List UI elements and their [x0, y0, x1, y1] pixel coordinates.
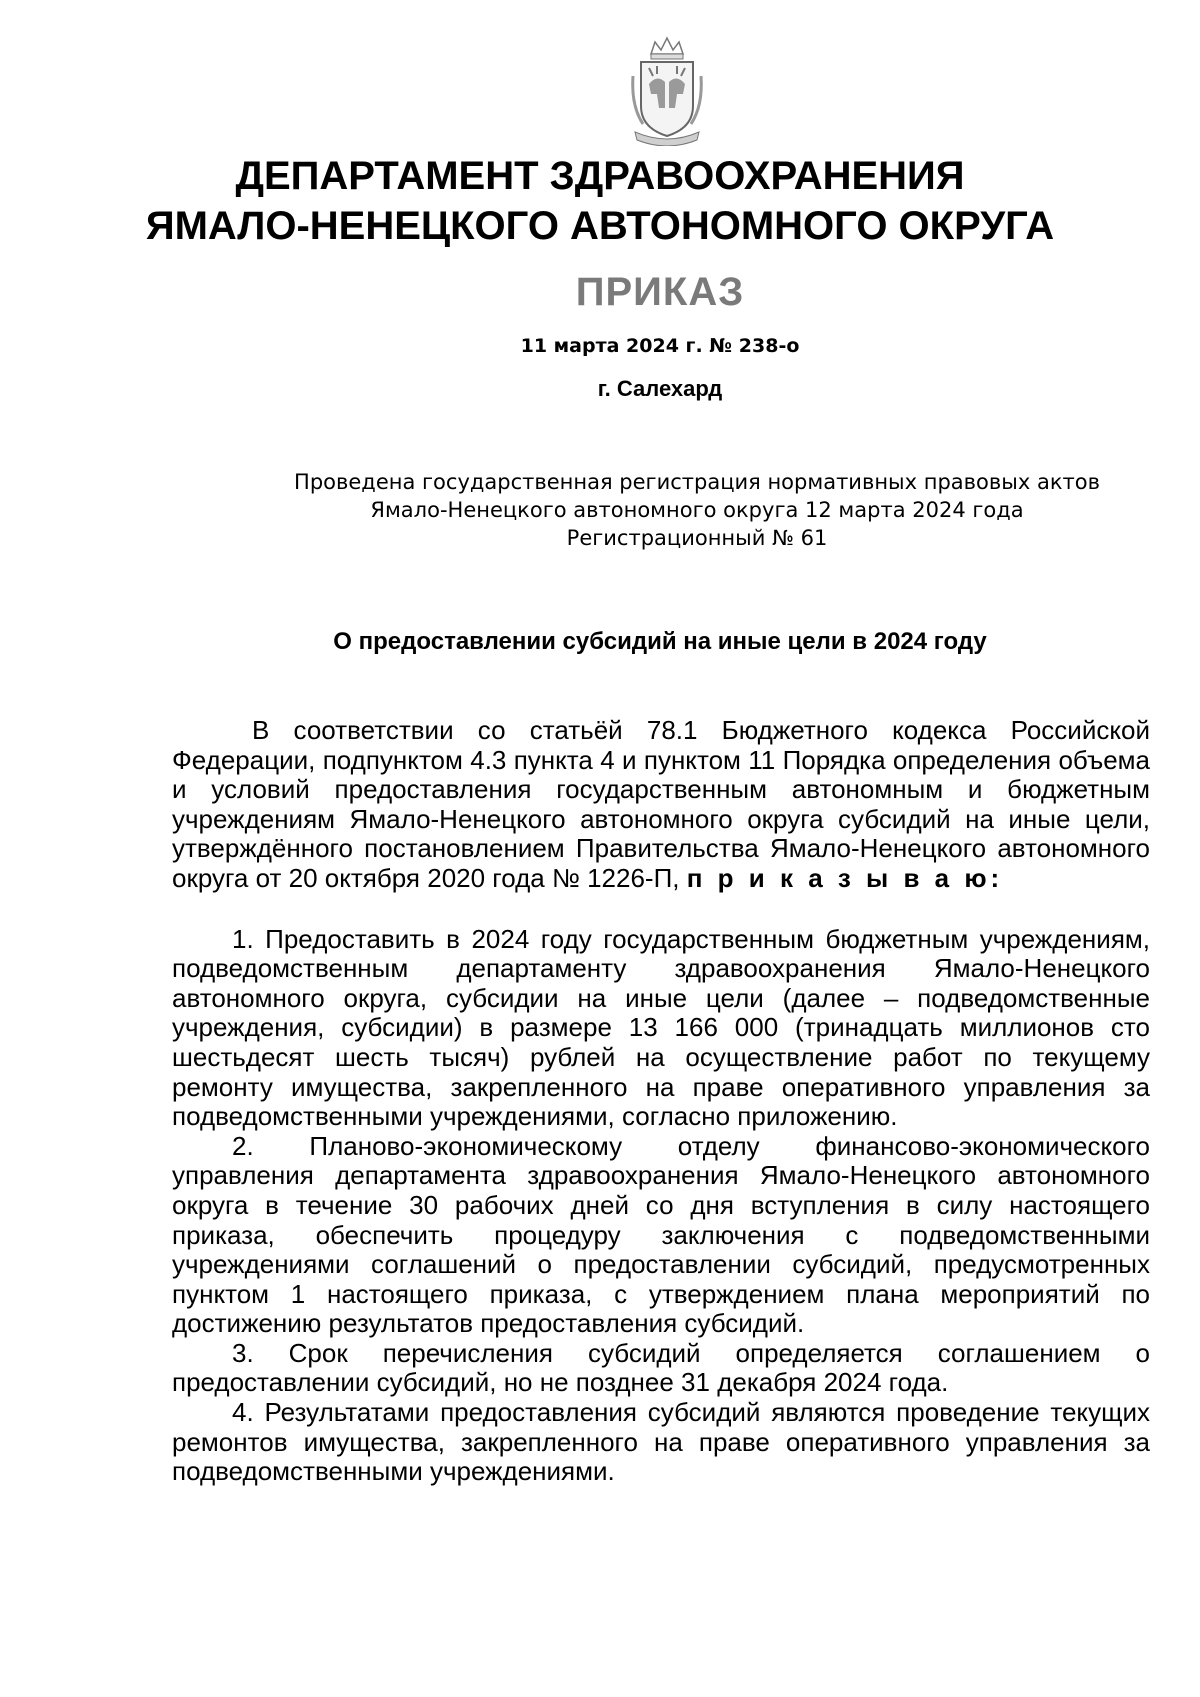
preamble-text: В соответствии со статьёй 78.1 Бюджетного кодекса Российской Федерации, подпунктом 4.3 пункта 4 и пунктом 11 Порядка определения объема и условий предоставления государственным автономным и бюджетным учреждениям Ямало-Ненецкого автономного округа субсидий на иные цели, утверждённого постановлением Правительства Ямало-Ненецкого автономного округа от 20 октября 2020 года № 1226-П,: [172, 715, 1150, 893]
order-subject: О предоставлении субсидий на иные цели в 2024 году: [333, 628, 987, 655]
department-title-line2: ЯМАЛО-НЕНЕЦКОГО АВТОНОМНОГО ОКРУГА: [145, 204, 1055, 248]
order-body: [172, 716, 1150, 1487]
registration-line3: Регистрационный № 61: [566, 526, 828, 550]
preamble-paragraph: [172, 716, 1150, 894]
registration-line2: Ямало-Ненецкого автономного округа 12 марта 2024 года: [370, 498, 1024, 522]
order-date-number: 11 марта 2024 г. № 238-о: [520, 335, 800, 357]
order-word: п р и к а з ы в а ю:: [686, 862, 1004, 893]
document-type: ПРИКАЗ: [575, 270, 745, 314]
registration-line1: Проведена государственная регистрация нормативных правовых актов: [294, 470, 1100, 494]
list-item-2: 2. Планово-экономическому отделу финансово-экономического управления департамента здравоохранения Ямало-Ненецкого автономного округа в течение 30 рабочих дней со дня вступления в силу настоящего приказа, обеспечить процедуру заключения с подведомственными учреждениями соглашений о предоставлении субсидий, предусмотренных пунктом 1 настоящего приказа, с утверждением плана мероприятий по достижению результатов предоставления субсидий.: [172, 1130, 1150, 1339]
department-title-line1: ДЕПАРТАМЕНТ ЗДРАВООХРАНЕНИЯ: [235, 154, 965, 198]
registration-stamp: [287, 468, 1107, 552]
list-item-1: 1. Предоставить в 2024 году государственным бюджетным учреждениям, подведомственным департаменту здравоохранения Ямало-Ненецкого автономного округа, субсидии на иные цели (далее – подведомственные учреждения, субсидии) в размере 13 166 000 (тринадцать миллионов сто шестьдесят шесть тысяч) рублей на осуществление работ по текущему ремонту имущества, закрепленного на праве оперативного управления за подведомственными учреждениями, согласно приложению.: [172, 923, 1150, 1132]
department-title: [0, 151, 1200, 251]
order-city: г. Салехард: [597, 376, 723, 401]
list-item-3: 3. Срок перечисления субсидий определяется соглашением о предоставлении субсидий, но не позднее 31 декабря 2024 года.: [172, 1337, 1150, 1398]
yamal-coat-of-arms-icon: [627, 36, 707, 146]
list-item-4: 4. Результатами предоставления субсидий являются проведение текущих ремонтов имущества, закрепленного на праве оперативного управления за подведомственными учреждениями.: [172, 1397, 1150, 1487]
